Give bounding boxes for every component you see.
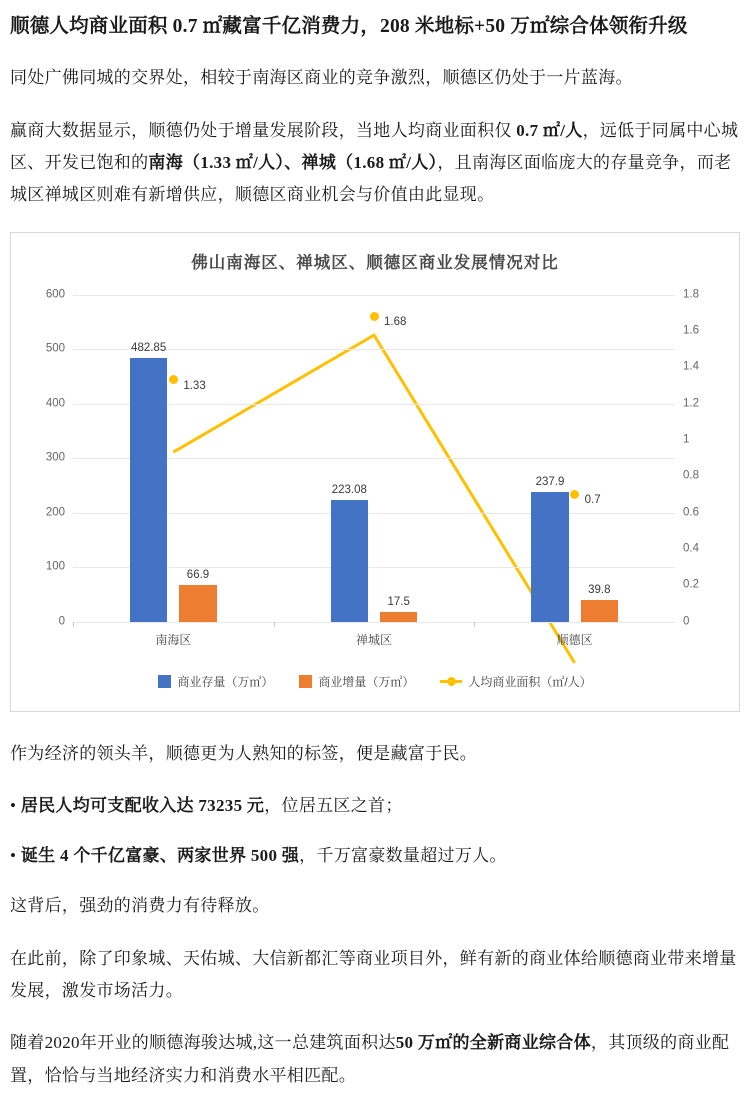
- bar-value-label: 66.9: [186, 569, 210, 582]
- paragraph-intro-text: 同处广佛同城的交界处，相较于南海区商业的竞争激烈，顺德区仍处于一片蓝海。: [10, 68, 633, 88]
- line-value-label: 1.68: [384, 316, 407, 329]
- para5-text: 在此前，除了印象城、天佑城、大信新都汇等商业项目外，鲜有新的商业体给顺德商业带来增量发展，激发市场活力。: [10, 948, 737, 1000]
- y-axis-right-tick: 0.8: [683, 469, 699, 482]
- line-value-label: 0.7: [584, 494, 601, 507]
- y-axis-right-tick: 1.6: [683, 324, 699, 337]
- chart-plot-area: [27, 287, 723, 657]
- bullet-marker-1: •: [10, 795, 17, 815]
- bar-value-label: 223.08: [331, 483, 367, 496]
- chart-bar: [331, 483, 368, 622]
- para2-bold-1: 0.7 ㎡/人: [516, 120, 583, 140]
- x-axis-label: 禅城区: [355, 632, 393, 647]
- bar-value-label: 482.85: [131, 342, 167, 355]
- x-axis-label: 顺德区: [556, 632, 593, 647]
- legend-label: 人均商业面积（㎡/人）: [468, 674, 592, 689]
- y-axis-right-tick: 1.8: [683, 287, 699, 300]
- bar-value-label: 17.5: [387, 595, 410, 608]
- legend-swatch: [440, 680, 462, 683]
- line-value-label: 1.33: [183, 379, 206, 392]
- y-axis-right-tick: 0: [683, 614, 690, 627]
- legend-label: 商业增量（万㎡）: [318, 674, 415, 689]
- chart-bar: [130, 342, 167, 621]
- x-axis-label: 南海区: [155, 632, 192, 647]
- chart-bar: [531, 475, 568, 622]
- y-axis-left-tick: 0: [58, 614, 65, 627]
- bullet-1-rest: ，位居五区之首；: [264, 795, 403, 815]
- para6-text-2: ，其顶级的商业配置，恰恰与当地经济实力和消费水平相匹配。: [10, 1033, 730, 1085]
- paragraph-data: [10, 115, 742, 212]
- chart-card: [10, 232, 740, 712]
- x-axis-tick: [474, 622, 475, 627]
- chart-title: 佛山南海区、禅城区、顺德区商业发展情况对比: [191, 253, 559, 272]
- para6-bold: 50 万㎡的全新商业综合体: [395, 1033, 591, 1053]
- chart-bar: [380, 595, 417, 622]
- para2-text-3: ，且南海区面临庞大的存量竞争，而老城区禅城区则难有新增供应，顺德区商业机会与价值由此显现。: [10, 152, 732, 205]
- gridline: [73, 295, 675, 296]
- y-axis-left-tick: 600: [45, 287, 65, 300]
- y-axis-right-tick: 0.2: [683, 578, 699, 591]
- bullet-2-bold: 诞生 4 个千亿富豪、两家世界 500 强: [16, 846, 300, 866]
- y-axis-left-tick: 100: [45, 560, 65, 573]
- y-axis-left-tick: 500: [45, 342, 65, 355]
- para3-text: 作为经济的领头羊，顺德更为人熟知的标签，便是藏富于民。: [10, 743, 478, 763]
- bar-value-label: 39.8: [588, 583, 611, 596]
- y-axis-right-tick: 1.4: [683, 360, 699, 373]
- para4-text: 这背后，强劲的消费力有待释放。: [10, 896, 270, 916]
- chart-bar: [581, 583, 618, 622]
- legend-label: 商业存量（万㎡）: [177, 674, 274, 689]
- x-axis-tick: [73, 622, 74, 627]
- y-axis-right-tick: 1: [683, 433, 690, 446]
- y-axis-right-tick: 0.4: [683, 542, 699, 555]
- line-point: [570, 490, 579, 499]
- bullet-marker-2: •: [10, 846, 17, 866]
- y-axis-right-tick: 1.2: [683, 396, 699, 409]
- para2-bold-2: 南海（1.33 ㎡/人）、禅城（1.68 ㎡/人）: [148, 152, 438, 172]
- para2-text-2: ，远低于同属中心城区、开发已饱和的: [10, 120, 739, 172]
- x-axis-tick: [274, 622, 275, 627]
- y-axis-right-tick: 0.6: [683, 505, 699, 518]
- chart-plot: [45, 287, 699, 647]
- y-axis-left-tick: 200: [45, 505, 65, 518]
- bullet-2-rest: ，千万富豪数量超过万人。: [299, 846, 507, 866]
- bullet-1-bold: 居民人均可支配收入达 73235 元: [16, 795, 265, 815]
- line-point: [370, 312, 379, 321]
- paragraph-history: [10, 943, 742, 1008]
- chart-bar: [179, 569, 216, 621]
- gridline: [73, 622, 675, 623]
- paragraph-intro: [10, 62, 742, 94]
- y-axis-left-tick: 400: [45, 396, 65, 409]
- para6-text-1: 随着2020年开业的顺德海骏达城,这一总建筑面积达: [10, 1033, 396, 1053]
- page-title: 顺德人均商业面积 0.7 ㎡藏富千亿消费力，208 米地标+50 万㎡综合体领衔升级: [10, 16, 688, 37]
- y-axis-left-tick: 300: [45, 451, 65, 464]
- paragraph-project: [10, 1027, 742, 1092]
- bar-value-label: 237.9: [535, 475, 565, 488]
- para2-text-1: 赢商大数据显示，顺德仍处于增量发展阶段，当地人均商业面积仅: [10, 120, 517, 140]
